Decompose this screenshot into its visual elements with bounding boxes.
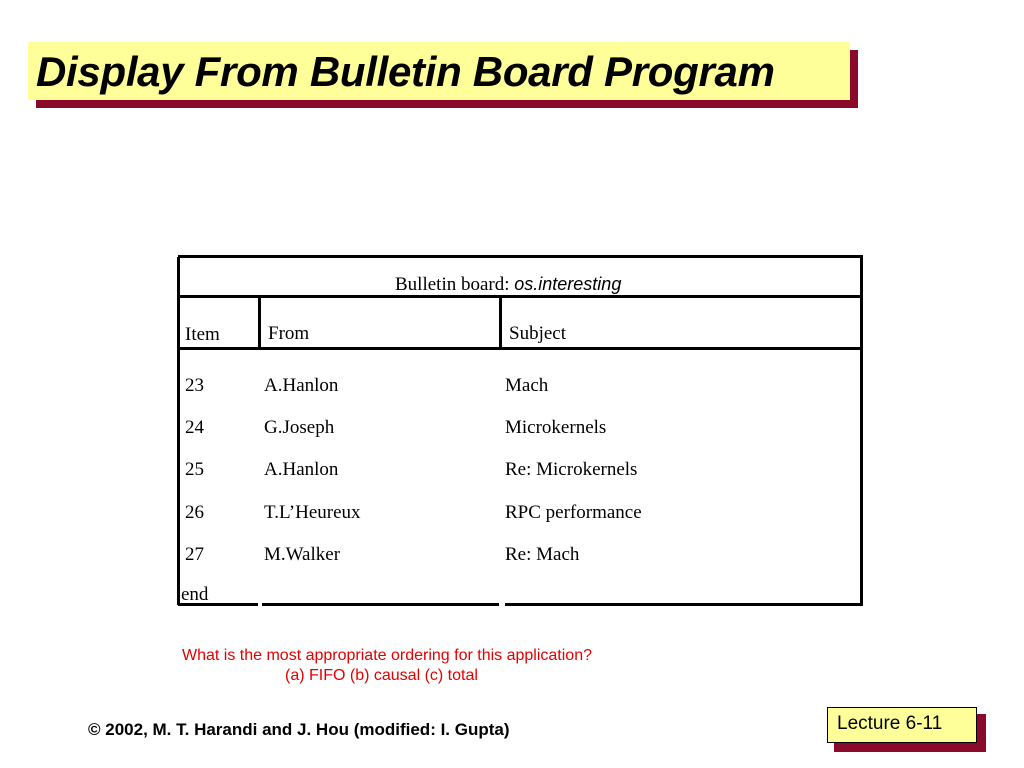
row-subject: Mach [505,375,549,396]
row-subject: RPC performance [505,502,642,523]
row-from: G.Joseph [264,417,335,438]
table-top-rule [178,255,863,258]
end-marker: end [181,584,209,605]
column-header-item: Item [185,324,220,345]
row-item: 23 [185,375,204,396]
board-caption-prefix: Bulletin board: [395,274,510,295]
column-header-from: From [268,323,310,344]
row-from: M.Walker [264,544,341,565]
row-item: 25 [185,459,204,480]
slide-title: Display From Bulletin Board Program [36,48,775,95]
row-from: T.L’Heureux [264,502,361,523]
row-subject: Microkernels [505,417,607,438]
table-bottom-rule-subject [505,603,863,606]
row-item: 27 [185,544,204,565]
table-right-border [860,257,863,605]
column-divider-from-subject [499,297,502,349]
row-item: 24 [185,417,204,438]
lecture-number: Lecture 6-11 [837,713,943,734]
copyright-notice: © 2002, M. T. Harandi and J. Hou (modified: I. Gupta) [88,720,510,739]
question-line-1: What is the most appropriate ordering for this application? [182,647,592,664]
row-item: 26 [185,502,204,523]
row-subject: Re: Mach [505,544,580,565]
board-caption [395,274,621,296]
table-bottom-rule-from [262,603,499,606]
row-from: A.Hanlon [264,459,339,480]
board-caption-name: os.interesting [514,274,622,294]
row-from: A.Hanlon [264,375,339,396]
column-header-subject: Subject [509,323,566,344]
table-left-border [177,257,180,605]
question-line-2: (a) FIFO (b) causal (c) total [285,667,478,684]
column-divider-item-from [258,297,261,349]
row-subject: Re: Microkernels [505,459,638,480]
header-bottom-rule [178,347,863,350]
